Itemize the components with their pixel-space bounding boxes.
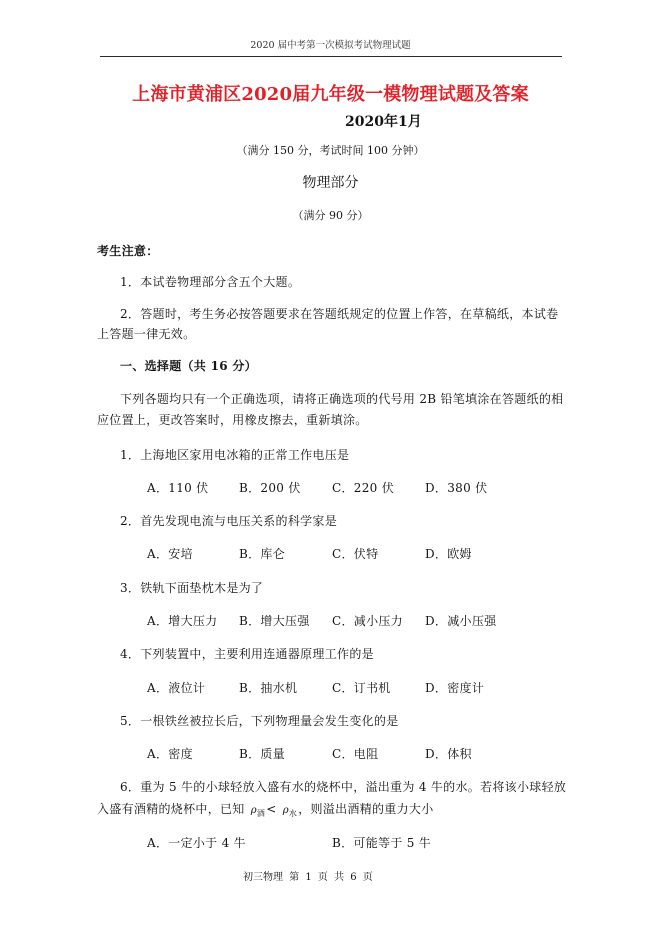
option-d: D．380 伏 — [425, 481, 488, 495]
option-b: B．库仑 — [239, 547, 286, 561]
option-b: B．抽水机 — [239, 681, 298, 695]
less-than-sign: < — [266, 802, 281, 816]
part1-instruction-line-2: 应位置上，更改答案时，用橡皮擦去，重新填涂。 — [97, 413, 368, 427]
section-score: （满分 90 分） — [292, 209, 369, 222]
question-1-stem: 1．上海地区家用电冰箱的正常工作电压是 — [120, 448, 350, 462]
question-3-stem: 3．铁轨下面垫枕木是为了 — [120, 581, 264, 595]
option-d: D．减小压强 — [425, 614, 497, 628]
question-6-stem-line-2 — [97, 803, 434, 818]
section-title: 物理部分 — [302, 175, 359, 191]
rho-symbol: ρ — [282, 805, 289, 816]
question-2-options — [0, 548, 661, 562]
option-c: C．伏特 — [332, 547, 379, 561]
option-a: A．110 伏 — [147, 481, 209, 495]
subscript-alcohol: 酒 — [256, 809, 266, 818]
rho-symbol: ρ — [250, 805, 257, 816]
option-d: D．密度计 — [425, 681, 485, 695]
question-4-options — [0, 682, 661, 696]
part1-instruction-line-1: 下列各题均只有一个正确选项，请将正确选项的代号用 2B 铅笔填涂在答题纸的相 — [120, 392, 564, 406]
option-b: B．质量 — [239, 747, 286, 761]
option-c: C．电阻 — [332, 747, 379, 761]
option-b: B．可能等于 5 牛 — [332, 836, 432, 850]
option-c: C．订书机 — [332, 681, 391, 695]
option-a: A．密度 — [147, 747, 193, 761]
page-footer: 初三物理 第 1 页 共 6 页 — [243, 872, 373, 883]
exam-date: 2020年1月 — [345, 114, 422, 130]
notice-heading: 考生注意： — [97, 244, 159, 258]
option-d: D．欧姆 — [425, 547, 472, 561]
option-c: C．减小压力 — [332, 614, 403, 628]
part1-heading: 一、选择题（共 16 分） — [120, 359, 257, 373]
option-c: C．220 伏 — [332, 481, 395, 495]
question-5-options — [0, 748, 661, 762]
question-6-options — [0, 837, 661, 851]
option-b: B．200 伏 — [239, 481, 301, 495]
subscript-water: 水 — [288, 809, 298, 818]
option-b: B．增大压强 — [239, 614, 310, 628]
option-d: D．体积 — [425, 747, 472, 761]
option-a: A．安培 — [147, 547, 193, 561]
question-6-stem-line-1: 6．重为 5 牛的小球轻放入盛有水的烧杯中，溢出重为 4 牛的水。若将该小球轻放 — [120, 780, 567, 794]
option-a: A．增大压力 — [147, 614, 218, 628]
question-1-options — [0, 482, 661, 496]
stem-text: 入盛有酒精的烧杯中，已知 — [97, 802, 249, 816]
notice-item-2-line-2: 上答题一律无效。 — [97, 327, 196, 341]
question-3-options — [0, 615, 661, 629]
question-2-stem: 2．首先发现电流与电压关系的科学家是 — [120, 514, 338, 528]
option-a: A．一定小于 4 牛 — [147, 836, 246, 850]
notice-item-2-line-1: 2．答题时，考生务必按答题要求在答题纸规定的位置上作答，在草稿纸，本试卷 — [120, 307, 559, 321]
question-4-stem: 4．下列装置中，主要利用连通器原理工作的是 — [120, 647, 374, 661]
page-title: 上海市黄浦区2020届九年级一模物理试题及答案 — [132, 84, 529, 105]
question-5-stem: 5．一根铁丝被拉长后，下列物理量会发生变化的是 — [120, 714, 399, 728]
header-rule — [100, 56, 562, 57]
stem-text: ，则溢出酒精的重力大小 — [298, 802, 434, 816]
notice-item-1: 1．本试卷物理部分含五个大题。 — [120, 275, 301, 289]
option-a: A．液位计 — [147, 681, 206, 695]
running-header: 2020 届中考第一次模拟考试物理试题 — [250, 40, 411, 51]
exam-info: （满分 150 分，考试时间 100 分钟） — [236, 144, 425, 157]
